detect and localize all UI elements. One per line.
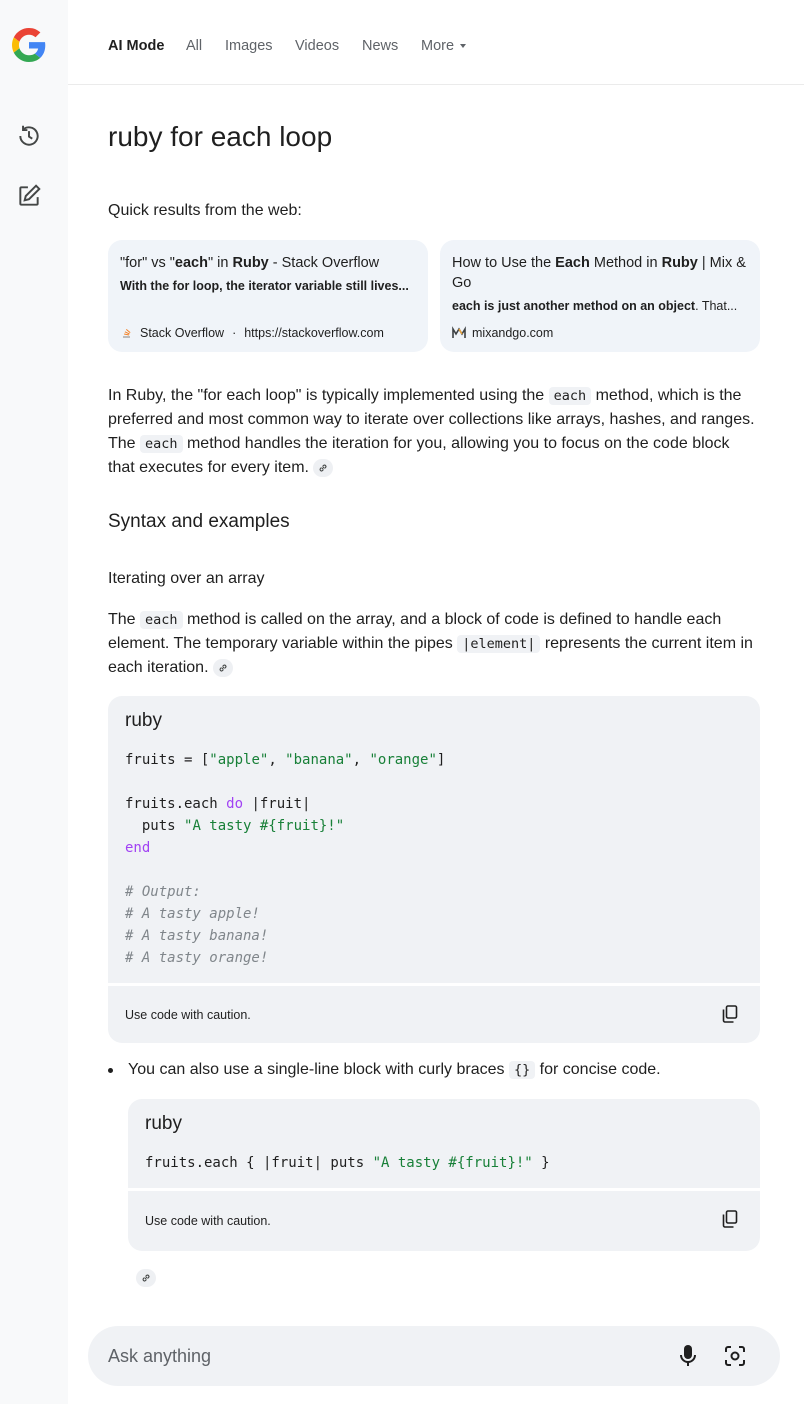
tab-news[interactable]: News [362,38,399,54]
card-snippet: With the for loop, the iterator variable still lives... [120,279,409,293]
code-language-label: ruby [145,1113,182,1134]
mixandgo-favicon-icon [452,326,466,340]
inline-code: {} [509,1061,535,1079]
ask-input-bar[interactable] [88,1326,780,1386]
stackoverflow-favicon-icon [120,326,134,340]
syntax-heading: Syntax and examples [108,511,290,532]
google-logo-icon[interactable] [12,28,46,62]
code-divider [108,983,760,986]
top-tabs-bar [68,0,804,85]
link-icon [218,663,228,673]
inline-code: each [140,435,183,453]
card-source-url: https://stackoverflow.com [244,326,384,340]
side-rail [0,0,68,1404]
card-source-name: Stack Overflow [140,326,225,340]
chevron-down-icon [460,44,466,48]
link-icon [318,463,328,473]
array-paragraph: The each method is called on the array, and a block of code is defined to handle each element. The temporary variable within the pipes |element| represents the current item in each iteration. [108,611,753,676]
card-source-sep: · [232,326,237,340]
card-source [120,326,384,340]
new-chat-icon[interactable] [16,183,42,209]
tab-images[interactable]: Images [225,38,273,54]
code-caution-text: Use code with caution. [125,1008,251,1022]
inline-code: |element| [457,635,540,653]
copy-icon[interactable] [722,1210,738,1228]
source-card-stackoverflow[interactable] [108,240,428,352]
quick-results-label: Quick results from the web: [108,202,302,219]
code-content[interactable]: fruits.each { |fruit| puts "A tasty #{fruit}!" } [145,1155,550,1171]
citation-link-chip[interactable] [136,1269,156,1287]
code-divider [128,1188,760,1191]
history-icon[interactable] [16,123,42,149]
code-block [128,1099,760,1251]
bullet-text: You can also use a single-line block with curly braces {} for concise code. [128,1061,661,1078]
tab-ai-mode[interactable]: AI Mode [108,38,165,54]
card-title: How to Use the Each Method in Ruby | Mix & Go [452,255,746,291]
card-source-name: mixandgo.com [472,326,554,340]
tab-all[interactable]: All [186,38,203,54]
intro-paragraph: In Ruby, the "for each loop" is typically implemented using the each method, which is the preferred and most common way to iterate over collections like arrays, hashes, and ranges. The each method handles the iteration for you, allowing you to focus on the code block that executes for every item. [108,387,755,476]
lens-camera-icon[interactable] [724,1345,746,1367]
card-source [452,326,553,340]
inline-code: each [140,611,183,629]
code-block [108,696,760,1043]
query-title: ruby for each loop [108,121,333,152]
tab-more[interactable] [421,38,466,54]
link-icon [141,1273,151,1283]
bullet-dot [108,1068,113,1073]
source-card-mixandgo[interactable] [440,240,760,352]
ask-input-placeholder[interactable]: Ask anything [108,1346,212,1366]
code-language-label: ruby [125,710,162,731]
citation-link-chip[interactable] [313,459,333,477]
microphone-icon[interactable] [678,1344,698,1368]
code-content[interactable]: fruits = ["apple", "banana", "orange"] fruits.each do |fruit| puts "A tasty #{fruit}!" end # Output: # A tasty apple! # A tasty banana! # A tasty orange! [125,752,446,966]
code-caution-text: Use code with caution. [145,1214,271,1228]
tab-videos[interactable]: Videos [295,38,340,54]
copy-icon[interactable] [722,1005,738,1023]
citation-link-chip[interactable] [213,659,233,677]
inline-code: each [549,387,592,405]
card-snippet: each is just another method on an object. That... [452,299,738,313]
card-title: "for" vs "each" in Ruby - Stack Overflow [120,255,380,271]
array-subheading: Iterating over an array [108,570,265,587]
tab-more-label: More [421,38,455,54]
